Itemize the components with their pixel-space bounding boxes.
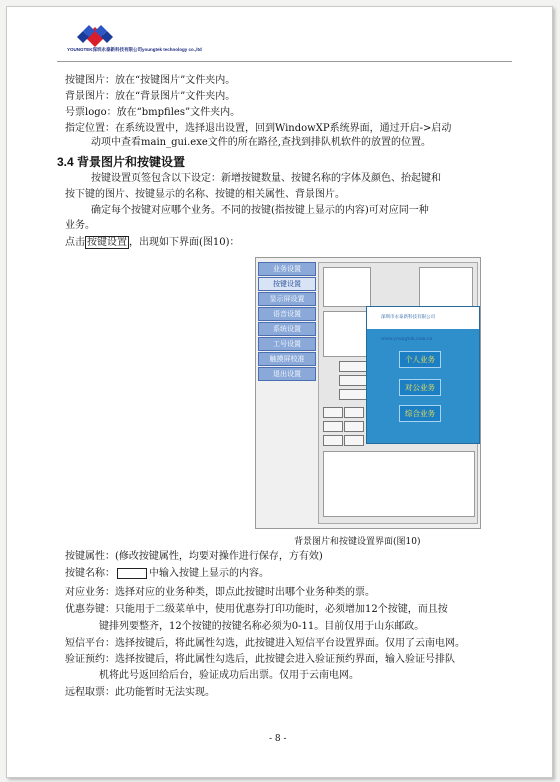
text-line: 动项中查看main_gui.exe文件的所在路径,查找到排队机软件的放置的位置。 <box>91 137 431 148</box>
text-line: 号票logo：放在“bmpfiles”文件夹内。 <box>65 107 241 118</box>
blank-input-box <box>117 568 147 579</box>
preview-button-personal[interactable]: 个人业务 <box>399 351 441 368</box>
control-button[interactable] <box>339 375 367 386</box>
control-button[interactable] <box>339 389 367 400</box>
preview-button-corporate[interactable]: 对公业务 <box>399 379 441 396</box>
property-line: 机将此号返回给后台，验证成功后出票。仅用于云南电网。 <box>99 670 359 681</box>
figure-caption: 背景图片和按键设置界面(图10) <box>294 537 421 547</box>
key-settings-reference: 按键设置 <box>87 237 127 248</box>
menu-item-keys[interactable]: 按键设置 <box>258 277 316 291</box>
preview-header: 深圳市永泰新科技有限公司 www.youngtek.com.cn <box>367 307 479 329</box>
company-name: YOUNGTEK深圳永泰新科技有限公司youngtek technology co.,ltd <box>67 47 202 52</box>
text-line: 背景图片：放在“背景图片”文件夹内。 <box>65 91 236 102</box>
menu-item-business[interactable]: 业务设置 <box>258 262 316 276</box>
paragraph-line: 确定每个按键对应哪个业务。不同的按键(指按键上显示的内容)可对应同一种 <box>91 205 429 216</box>
property-line: 优惠券键：只能用于二级菜单中，使用优惠券打印功能时，必须增加12个按键，而且按 <box>65 604 448 615</box>
properties-title: 按键属性：(修改按键属性，均要对操作进行保存，方有效) <box>65 551 323 562</box>
property-line: 远程取票：此功能暂时无法实现。 <box>65 687 215 698</box>
menu-item-exit[interactable]: 退出设置 <box>258 367 316 381</box>
control-button[interactable] <box>344 435 364 446</box>
text-line: 指定位置：在系统设置中，选择退出设置，回到WindowXP系统界面，通过开启->启动 <box>65 123 452 134</box>
menu-item-system[interactable]: 系统设置 <box>258 322 316 336</box>
property-line: 短信平台：选择按键后，将此属性勾选，此按键进入短信平台设置界面。仅用了云南电网。 <box>65 638 465 649</box>
option-list[interactable] <box>419 267 473 307</box>
property-line: 验证预约：选择按键后，将此属性勾选后，此按键会进入验证预约界面，输入验证号排队 <box>65 654 455 665</box>
control-button[interactable] <box>344 421 364 432</box>
property-line: 对应业务：选择对应的业务种类，即点此按键时出哪个业务种类的票。 <box>65 587 375 598</box>
control-button[interactable] <box>323 407 343 418</box>
menu-item-calibrate[interactable]: 触摸屏校准 <box>258 352 316 366</box>
click-instruction: 点击 按键设置 ，出现如下界面(图10)： <box>65 237 240 248</box>
paragraph-line: 业务。 <box>65 220 95 231</box>
menu-item-staff[interactable]: 工号设置 <box>258 337 316 351</box>
section-title: 3.4 背景图片和按键设置 <box>57 155 186 169</box>
text-line: 按键图片：放在“按键图片”文件夹内。 <box>65 75 236 86</box>
property-list[interactable] <box>323 311 367 357</box>
settings-screenshot <box>255 257 481 529</box>
paragraph-line: 按键设置页签包含以下设定：新增按键数量、按键名称的字体及颜色、抬起键和 <box>91 173 441 184</box>
menu-item-voice[interactable]: 语音设置 <box>258 307 316 321</box>
preview-button-general[interactable]: 综合业务 <box>399 405 441 422</box>
property-line: 键排列要整齐，12个按键的按键名称必须为0-11。目前仅用于山东邮政。 <box>99 621 425 632</box>
kiosk-preview <box>366 306 480 444</box>
control-button[interactable] <box>323 421 343 432</box>
property-key-name: 按键名称： 中输入按键上显示的内容。 <box>65 568 269 579</box>
paragraph-line: 按下键的图片、按键显示的名称、按键的相关属性、背景图片。 <box>65 189 345 200</box>
page-number: - 8 - <box>269 734 287 744</box>
control-button[interactable] <box>323 435 343 446</box>
menu-item-display[interactable]: 显示屏设置 <box>258 292 316 306</box>
document-page <box>6 6 553 778</box>
settings-menu <box>256 262 316 382</box>
page-header <box>57 21 512 62</box>
control-button[interactable] <box>339 361 367 372</box>
background-settings-area[interactable] <box>323 451 475 517</box>
key-list[interactable] <box>323 267 371 307</box>
control-button[interactable] <box>344 407 364 418</box>
